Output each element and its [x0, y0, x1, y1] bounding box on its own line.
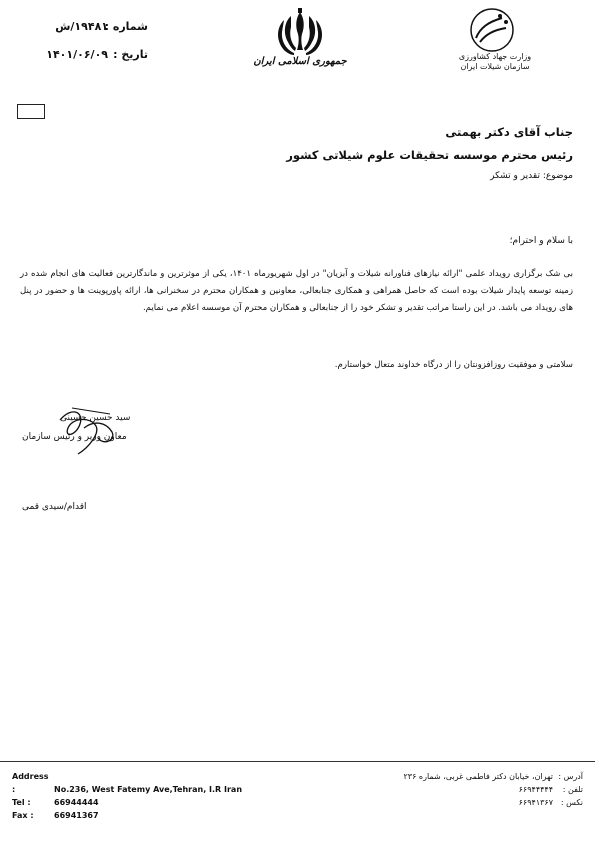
letter-number — [22, 20, 148, 40]
fax-value: 66941367 — [54, 811, 99, 820]
emblem-caption: جمهوری اسلامی ایران — [253, 56, 347, 67]
letter-number-label: شماره : — [104, 20, 148, 33]
signatory-title: معاون وزیر و رئیس سازمان — [22, 432, 127, 442]
signatory-name: سید حسین حسینی — [60, 413, 131, 423]
ministry-logo — [462, 6, 522, 56]
letter-date-label: تاریخ : — [113, 48, 148, 61]
signature-scribble — [50, 398, 130, 460]
recipient-title: رئیس محترم موسسه تحقیقات علوم شیلاتی کشور — [286, 148, 573, 162]
recipient-name: جناب آقای دکتر بهمتی — [445, 125, 573, 139]
subject-line: موضوع: تقدیر و تشکر — [490, 171, 573, 181]
footer-contact-en — [12, 770, 242, 822]
tel-value: 66944444 — [54, 798, 99, 807]
fa-address-value: تهران، خیابان دکتر فاطمی غربی، شماره ۲۳۶ — [403, 772, 553, 781]
fa-address-label: آدرس : — [558, 772, 583, 781]
iran-emblem-icon — [260, 8, 340, 88]
footer-contact-fa — [403, 770, 583, 809]
footer-divider — [0, 761, 595, 762]
action-note: اقدام/سیدی قمی — [22, 502, 87, 512]
tel-label: Tel : — [12, 798, 31, 807]
salutation: با سلام و احترام؛ — [509, 236, 573, 246]
letter-number-value: ۱۹۴۸۱/ش — [55, 20, 108, 33]
fa-fax-value: ۶۶۹۴۱۳۶۷ — [518, 798, 553, 807]
fa-tel-value: ۶۶۹۴۴۴۴۴ — [518, 785, 553, 794]
ministry-name — [430, 52, 560, 72]
address-value: No.236, West Fatemy Ave,Tehran, I.R Iran — [54, 785, 243, 794]
letter-date — [22, 48, 148, 68]
fax-label: Fax : — [12, 811, 34, 820]
letter-body: بی شک برگزاری رویداد علمی "ارائه نیازهای فناورانه شیلات و آبزیان" در اول شهریورماه ۱۴۰۱، یکی از موثرترین و ماندگارترین فعالیت های انجام شده در زمینه توسعه پایدار شیلات بوده است که حاصل همراهی و همکاری جنابعالی، معاونین و همکاران محترم در سخنرانی ها، ارائه پاورپوینت ها و حضور در پنل های رویداد می باشد. در این راستا مراتب تقدیر و تشکر خود را از جنابعالی و همکاران محترم آن موسسه اعلام می نمایم. — [20, 269, 574, 313]
closing-line: سلامتی و موفقیت روزافزونتان را از درگاه خداوند متعال خواستارم. — [334, 360, 573, 370]
fa-fax-label: نکس : — [560, 798, 583, 807]
address-label: Address : — [12, 772, 49, 794]
ministry-line-2: سازمان شیلات ایران — [460, 62, 530, 71]
ministry-line-1: وزارت جهاد کشاورزی — [458, 52, 532, 61]
letter-date-value: ۱۴۰۱/۰۶/۰۹ — [46, 48, 108, 61]
stamp-box — [17, 104, 45, 119]
fa-tel-label: تلفن : — [562, 785, 583, 794]
